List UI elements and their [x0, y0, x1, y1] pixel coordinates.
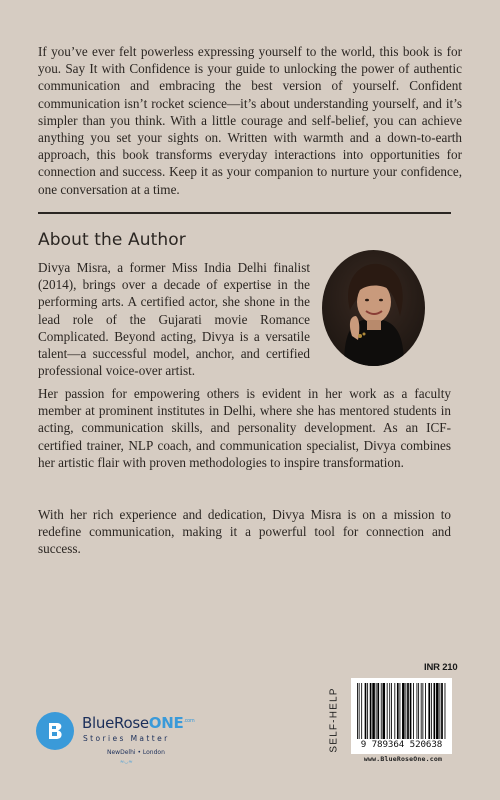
barcode-bar: [434, 683, 436, 739]
barcode-bar: [428, 683, 430, 739]
barcode-bar: [365, 683, 367, 739]
publisher-locations: NewDelhi • London: [107, 749, 165, 756]
publisher-website: www.BlueRoseOne.com: [363, 755, 443, 763]
publisher-tagline: Stories Matter: [83, 734, 170, 743]
barcode-bar: [397, 683, 399, 739]
barcode-bar: [405, 683, 406, 739]
barcode-bar: [394, 683, 395, 739]
author-photo: [322, 250, 425, 366]
barcode-bar: [441, 683, 443, 739]
barcode-bar: [381, 683, 382, 739]
barcode-bar: [357, 683, 358, 739]
barcode-bar: [422, 683, 423, 739]
price-label: INR 210: [424, 662, 458, 673]
publisher-name: [82, 714, 195, 732]
barcode-bar: [367, 683, 368, 739]
barcode-bar: [361, 683, 362, 739]
publisher-name-part1: BlueRose: [82, 714, 149, 732]
barcode-bar: [359, 683, 360, 739]
barcode-bar: [376, 683, 377, 739]
barcode-bar: [418, 683, 419, 739]
barcode-bar: [439, 683, 440, 739]
barcode-bar: [413, 683, 414, 739]
publisher-logo: [36, 708, 216, 768]
barcode-bar: [391, 683, 392, 739]
publisher-logo-icon: [36, 712, 74, 750]
barcode-bar: [425, 683, 426, 739]
barcode-bar: [445, 683, 446, 739]
barcode-bar: [436, 683, 439, 739]
publisher-dotcom: .com: [183, 718, 195, 724]
author-bio-paragraph-2: Her passion for empowering others is evident in her work as a faculty member at prominent institutes in Delhi, where she has mentored students in acting, communication skills, and personality development. As an ICF-certified trainer, NLP coach, and communication specialist, Divya combines her artistic flair with proven methodologies to inspire transformation.: [38, 386, 451, 470]
barcode-bar: [377, 683, 379, 739]
section-divider: [38, 212, 451, 214]
barcode-bar: [372, 683, 375, 739]
barcode-bar: [383, 683, 386, 739]
barcode-bar: [410, 683, 412, 739]
isbn-number: 9 789364 520638: [360, 739, 443, 750]
barcode-bar: [421, 683, 422, 739]
barcode-bar: [407, 683, 409, 739]
category-label: SELF-HELP: [328, 687, 340, 753]
barcode-bar: [389, 683, 390, 739]
back-cover-blurb: If you’ve ever felt powerless expressing yourself to the world, this book is for you. Say It with Confidence is your guide to unlocking the power of authentic communication and embracing the best version of yourself. Confident communication isn’t rocket science—it’s about understanding yourself, and it’s simpler than you think. With a little courage and self-belief, you can achieve anything you set your sights on. Written with warmth and a down-to-earth approach, this book transforms everyday interactions into opportunities for connection and success. Keep it as your companion to nurture your confidence, one conversation at a time.: [38, 44, 462, 197]
barcode-bars: [357, 683, 446, 739]
author-bio-paragraph-1: Divya Misra, a former Miss India Delhi finalist (2014), brings over a decade of expertise in the performing arts. A certified actor, she shone in the lead role of the Gujarati movie Romance Complicated. Beyond acting, Divya is a versatile talent—a successful model, anchor, and certified professional voice-over artist.: [38, 260, 310, 379]
about-author-heading: About the Author: [38, 230, 186, 250]
barcode-bar: [431, 683, 432, 739]
barcode-bar: [402, 683, 405, 739]
barcode-bar: [417, 683, 418, 739]
isbn-barcode: [351, 678, 452, 754]
publisher-name-part2: ONE: [148, 714, 184, 732]
barcode-bar: [400, 683, 401, 739]
publisher-flag-mark: ≈◡≈: [120, 759, 133, 765]
barcode-bar: [370, 683, 372, 739]
author-bio-paragraph-3: With her rich experience and dedication, Divya Misra is on a mission to redefine communication, making it a powerful tool for connection and success.: [38, 507, 451, 557]
barcode-bar: [387, 683, 388, 739]
